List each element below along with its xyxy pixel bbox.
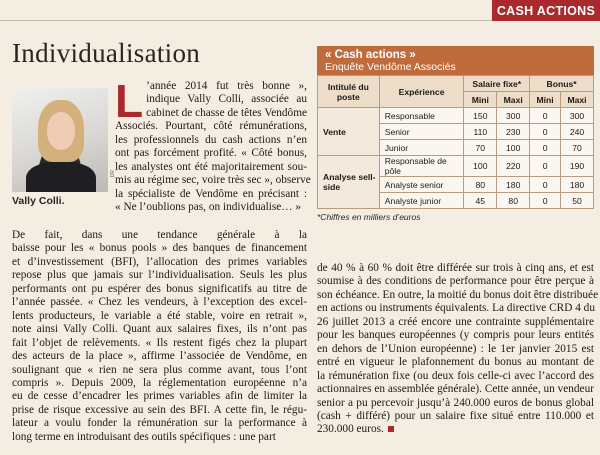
text-line: 230.000 euros. <box>317 423 594 436</box>
text-line: indique Vally Colli, associée au <box>146 93 307 106</box>
text-line: ont pas forcément profité. « Côté bonus, <box>115 147 307 160</box>
photo-credit: DR <box>110 170 116 178</box>
table-category: Vente <box>318 108 380 156</box>
table-title: « Cash actions » <box>325 49 416 61</box>
col-header-bonus-maxi: Maxi <box>561 92 594 108</box>
table-cell-s-max: 80 <box>497 193 530 209</box>
salary-table <box>317 75 594 209</box>
text-line: ’année 2014 fut très bonne », <box>146 80 307 92</box>
table-row <box>318 156 594 177</box>
text-line: 26 juillet 2013 a créé encore une contrainte supplémentaire <box>317 315 594 328</box>
text-line: actionnaires en assemblée générale). Cette année, un vendeur <box>317 383 594 396</box>
text-line: en dehors de l’Union européenne) : le 1er janvier 2015 est <box>317 342 594 355</box>
text-line: les analystes ont été majoritairement sou- <box>115 160 307 173</box>
table-cell-s-min: 80 <box>464 177 497 193</box>
text-line: senior a pu percevoir jusqu’à 240.000 euros de bonus global <box>317 396 594 409</box>
text-line: l’année passée. « Chez les vendeurs, à l’exception des excel- <box>12 296 307 309</box>
col-header-salaire-maxi: Maxi <box>497 92 530 108</box>
col-header-poste: Intitulé du poste <box>318 76 380 108</box>
table-cell-exp: Analyste senior <box>379 177 464 193</box>
text-line: entré en vigueur le plafonnement du bonus au montant de <box>317 356 594 369</box>
table-cell-s-max: 100 <box>497 140 530 156</box>
table-category: Analyse sell-side <box>318 156 380 209</box>
text-line: performants ont pu espérer des bonus significatifs au titre de <box>12 282 307 295</box>
top-rule <box>0 20 492 21</box>
text-line: De fait, dans une tendance générale à la <box>12 229 307 241</box>
cash-actions-table-box <box>317 46 594 249</box>
col-header-salaire: Salaire fixe* <box>464 76 530 92</box>
text-line: lents producteurs, le variable a été stable, voire en retrait », <box>12 309 307 322</box>
body-column-intro <box>115 75 311 215</box>
photo-caption: Vally Colli. <box>12 195 65 207</box>
end-of-article-mark <box>388 426 394 432</box>
text-line: mis au régime sec, voire très sec », observe <box>115 174 311 187</box>
table-cell-s-max: 180 <box>497 177 530 193</box>
table-cell-s-max: 230 <box>497 124 530 140</box>
text-line: repose plus que jamais sur l’individualisation. Seuls les plus <box>12 269 307 282</box>
col-header-experience: Expérience <box>379 76 464 108</box>
photo-body <box>26 162 96 192</box>
table-cell-b-min: 0 <box>530 177 561 193</box>
table-cell-b-max: 300 <box>561 108 594 124</box>
table-cell-exp: Responsable <box>379 108 464 124</box>
text-line: prise de risque excessive au sein des BFI. A cette fin, le régu- <box>12 403 307 416</box>
table-cell-s-min: 45 <box>464 193 497 209</box>
table-cell-b-max: 240 <box>561 124 594 140</box>
col-header-bonus: Bonus* <box>530 76 594 92</box>
text-line: soulignant que « rien ne sera plus comme avant, tous l’ont <box>12 363 307 376</box>
table-cell-b-max: 50 <box>561 193 594 209</box>
text-line: long terme en introduisant des outils spécifiques : une part <box>12 430 276 443</box>
table-cell-b-min: 0 <box>530 156 561 177</box>
text-line: pour les banques européennes (y compris pour leurs entités <box>317 329 594 342</box>
table-body <box>318 108 594 209</box>
text-line: baisse pour les « bonus pools » des banques de financement <box>12 242 307 255</box>
body-column-right <box>317 262 599 437</box>
text-line: les professionnels du cash actions n’en <box>115 133 307 146</box>
text-line: lateur a voulu fonder la rémunération sur la performance à <box>12 417 307 430</box>
text-line: note ainsi Vally Colli. Quant aux salaires fixes, ils n’ont pas <box>12 323 307 336</box>
table-cell-b-min: 0 <box>530 108 561 124</box>
table-cell-b-min: 0 <box>530 140 561 156</box>
text-line: « Ne l’oublions pas, on individualise… » <box>115 201 302 214</box>
table-cell-s-min: 110 <box>464 124 497 140</box>
text-line: Associés. Pourtant, côté rémunérations, <box>115 120 307 133</box>
table-cell-exp: Responsable de pôle <box>379 156 464 177</box>
col-header-salaire-mini: Mini <box>464 92 497 108</box>
table-subtitle: Enquête Vendôme Associés <box>325 61 456 73</box>
drop-cap: L <box>115 75 144 127</box>
article-title: Individualisation <box>12 38 201 68</box>
table-cell-b-max: 70 <box>561 140 594 156</box>
table-note: *Chiffres en milliers d’euros <box>317 212 421 222</box>
text-line: en actions ou instruments équivalents. La directive CRD 4 du <box>317 302 595 315</box>
table-cell-s-max: 300 <box>497 108 530 124</box>
text-line: son échéance. En outre, la moitié du bonus doit être distribuée <box>317 288 599 301</box>
table-cell-s-min: 150 <box>464 108 497 124</box>
table-cell-b-min: 0 <box>530 193 561 209</box>
table-cell-b-min: 0 <box>530 124 561 140</box>
section-tag: CASH ACTIONS <box>492 0 600 21</box>
table-cell-b-max: 190 <box>561 156 594 177</box>
text-line: cabinet de chasse de têtes Vendôme <box>146 106 307 119</box>
text-line: (cash + différé) pour un salaire fixe situé entre 110.000 et <box>317 409 594 422</box>
table-cell-s-min: 70 <box>464 140 497 156</box>
text-line: des acteurs de la place », affirme l’associée de Vendôme, en <box>12 350 307 363</box>
text-line: la spécialiste de Vendôme en précisant : <box>115 187 307 200</box>
intro-lines <box>115 75 311 215</box>
text-line: soumise à des conditions de performance pour être perçue à <box>317 275 594 288</box>
table-row <box>318 108 594 124</box>
text-line: la rémunération fixe (ou deux fois celle-ci avec l’accord des <box>317 369 594 382</box>
table-cell-s-min: 100 <box>464 156 497 177</box>
portrait-photo <box>12 88 108 192</box>
text-line: eu de cesse d’encadrer les primes variables afin de limiter la <box>12 390 307 403</box>
text-line: de 40 % à 60 % doit être différée sur trois à cinq ans, et est <box>317 262 594 274</box>
text-line: fait l’objet de relèvements. « Ils restent figés chez la plupart <box>12 336 307 349</box>
table-cell-s-max: 220 <box>497 156 530 177</box>
text-line: et d’investissement (BFI), l’allocation des primes variables <box>12 255 307 268</box>
table-header <box>317 46 594 75</box>
table-cell-exp: Junior <box>379 140 464 156</box>
table-header-row <box>318 76 594 92</box>
col-header-bonus-mini: Mini <box>530 92 561 108</box>
table-cell-b-max: 180 <box>561 177 594 193</box>
table-cell-exp: Senior <box>379 124 464 140</box>
text-line: compris ». Depuis 2009, la réglementation européenne n’a <box>12 376 307 389</box>
table-cell-exp: Analyste junior <box>379 193 464 209</box>
photo-face <box>47 112 75 150</box>
body-column-left <box>12 229 307 444</box>
